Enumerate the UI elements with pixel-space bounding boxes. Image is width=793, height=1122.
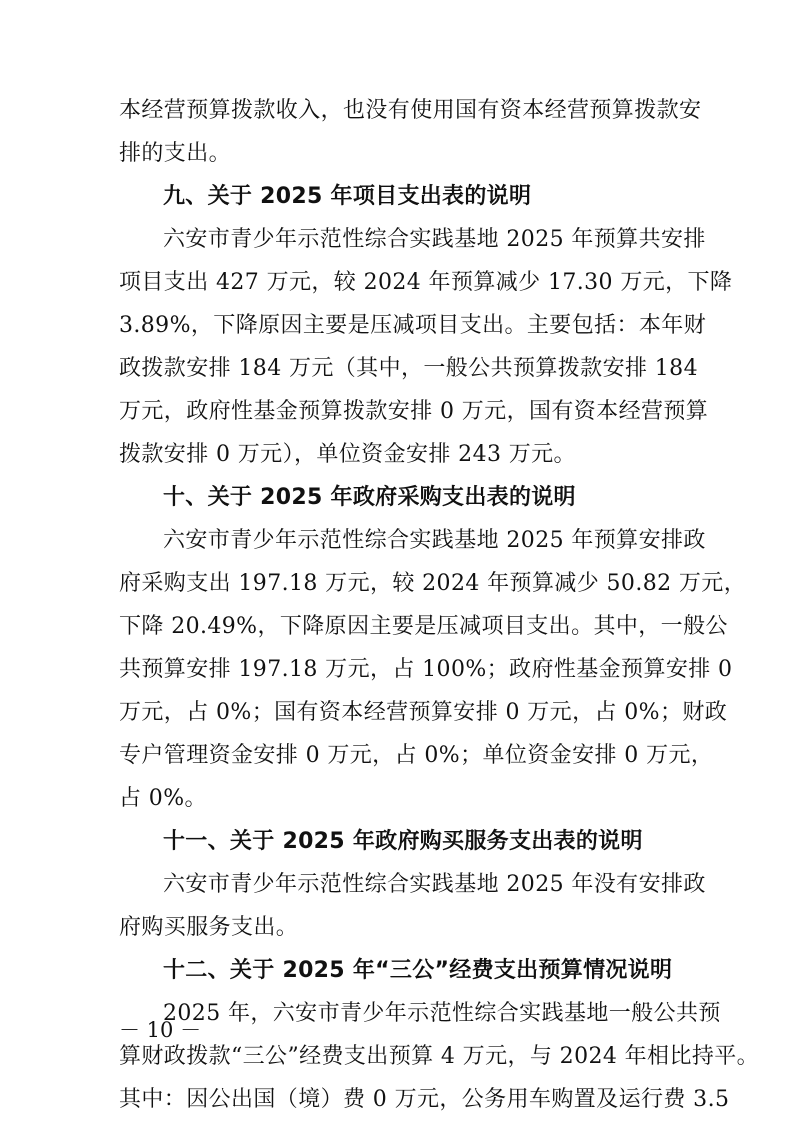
paragraph-9-line-6: 拨款安排 0 万元），单位资金安排 243 万元。	[119, 442, 576, 467]
paragraph-12-line-3: 其中：因公出国（境）费 0 万元，公务用车购置及运行费 3.5	[119, 1087, 730, 1112]
section-heading-12: 十二、关于 2025 年“三公”经费支出预算情况说明	[163, 958, 673, 983]
section-heading-9: 九、关于 2025 年项目支出表的说明	[163, 184, 532, 209]
paragraph-12-line-1: 2025 年，六安市青少年示范性综合实践基地一般公共预	[163, 1001, 721, 1026]
section-heading-11: 十一、关于 2025 年政府购买服务支出表的说明	[163, 829, 643, 854]
paragraph-9-line-5: 万元，政府性基金预算拨款安排 0 万元，国有资本经营预算	[119, 399, 709, 424]
paragraph-11-line-1: 六安市青少年示范性综合实践基地 2025 年没有安排政	[163, 872, 706, 897]
paragraph-9-line-1: 六安市青少年示范性综合实践基地 2025 年预算共安排	[163, 227, 706, 252]
paragraph-9-line-3: 3.89%，下降原因主要是压减项目支出。主要包括：本年财	[119, 313, 707, 338]
page-number: － 10 －	[119, 1018, 202, 1042]
paragraph-12-line-2: 算财政拨款“三公”经费支出预算 4 万元，与 2024 年相比持平。	[119, 1044, 760, 1069]
paragraph-10-line-5: 万元，占 0%；国有资本经营预算安排 0 万元，占 0%；财政	[119, 700, 728, 725]
section-heading-10: 十、关于 2025 年政府采购支出表的说明	[163, 485, 576, 510]
paragraph-10-line-3: 下降 20.49%，下降原因主要是压减项目支出。其中，一般公	[119, 614, 728, 639]
text-line-1: 本经营预算拨款收入，也没有使用国有资本经营预算拨款安	[119, 98, 702, 123]
paragraph-10-line-1: 六安市青少年示范性综合实践基地 2025 年预算安排政	[163, 528, 706, 553]
paragraph-9-line-4: 政拨款安排 184 万元（其中，一般公共预算拨款安排 184	[119, 356, 698, 381]
paragraph-10-line-7: 占 0%。	[119, 786, 207, 811]
paragraph-9-line-2: 项目支出 427 万元，较 2024 年预算减少 17.30 万元，下降	[119, 270, 733, 295]
paragraph-10-line-2: 府采购支出 197.18 万元，较 2024 年预算减少 50.82 万元，	[119, 571, 747, 596]
paragraph-10-line-6: 专户管理资金安排 0 万元，占 0%；单位资金安排 0 万元，	[119, 743, 714, 768]
text-line-2: 排的支出。	[119, 141, 232, 166]
paragraph-11-line-2: 府购买服务支出。	[119, 915, 299, 940]
paragraph-10-line-4: 共预算安排 197.18 万元，占 100%；政府性基金预算安排 0	[119, 657, 733, 682]
